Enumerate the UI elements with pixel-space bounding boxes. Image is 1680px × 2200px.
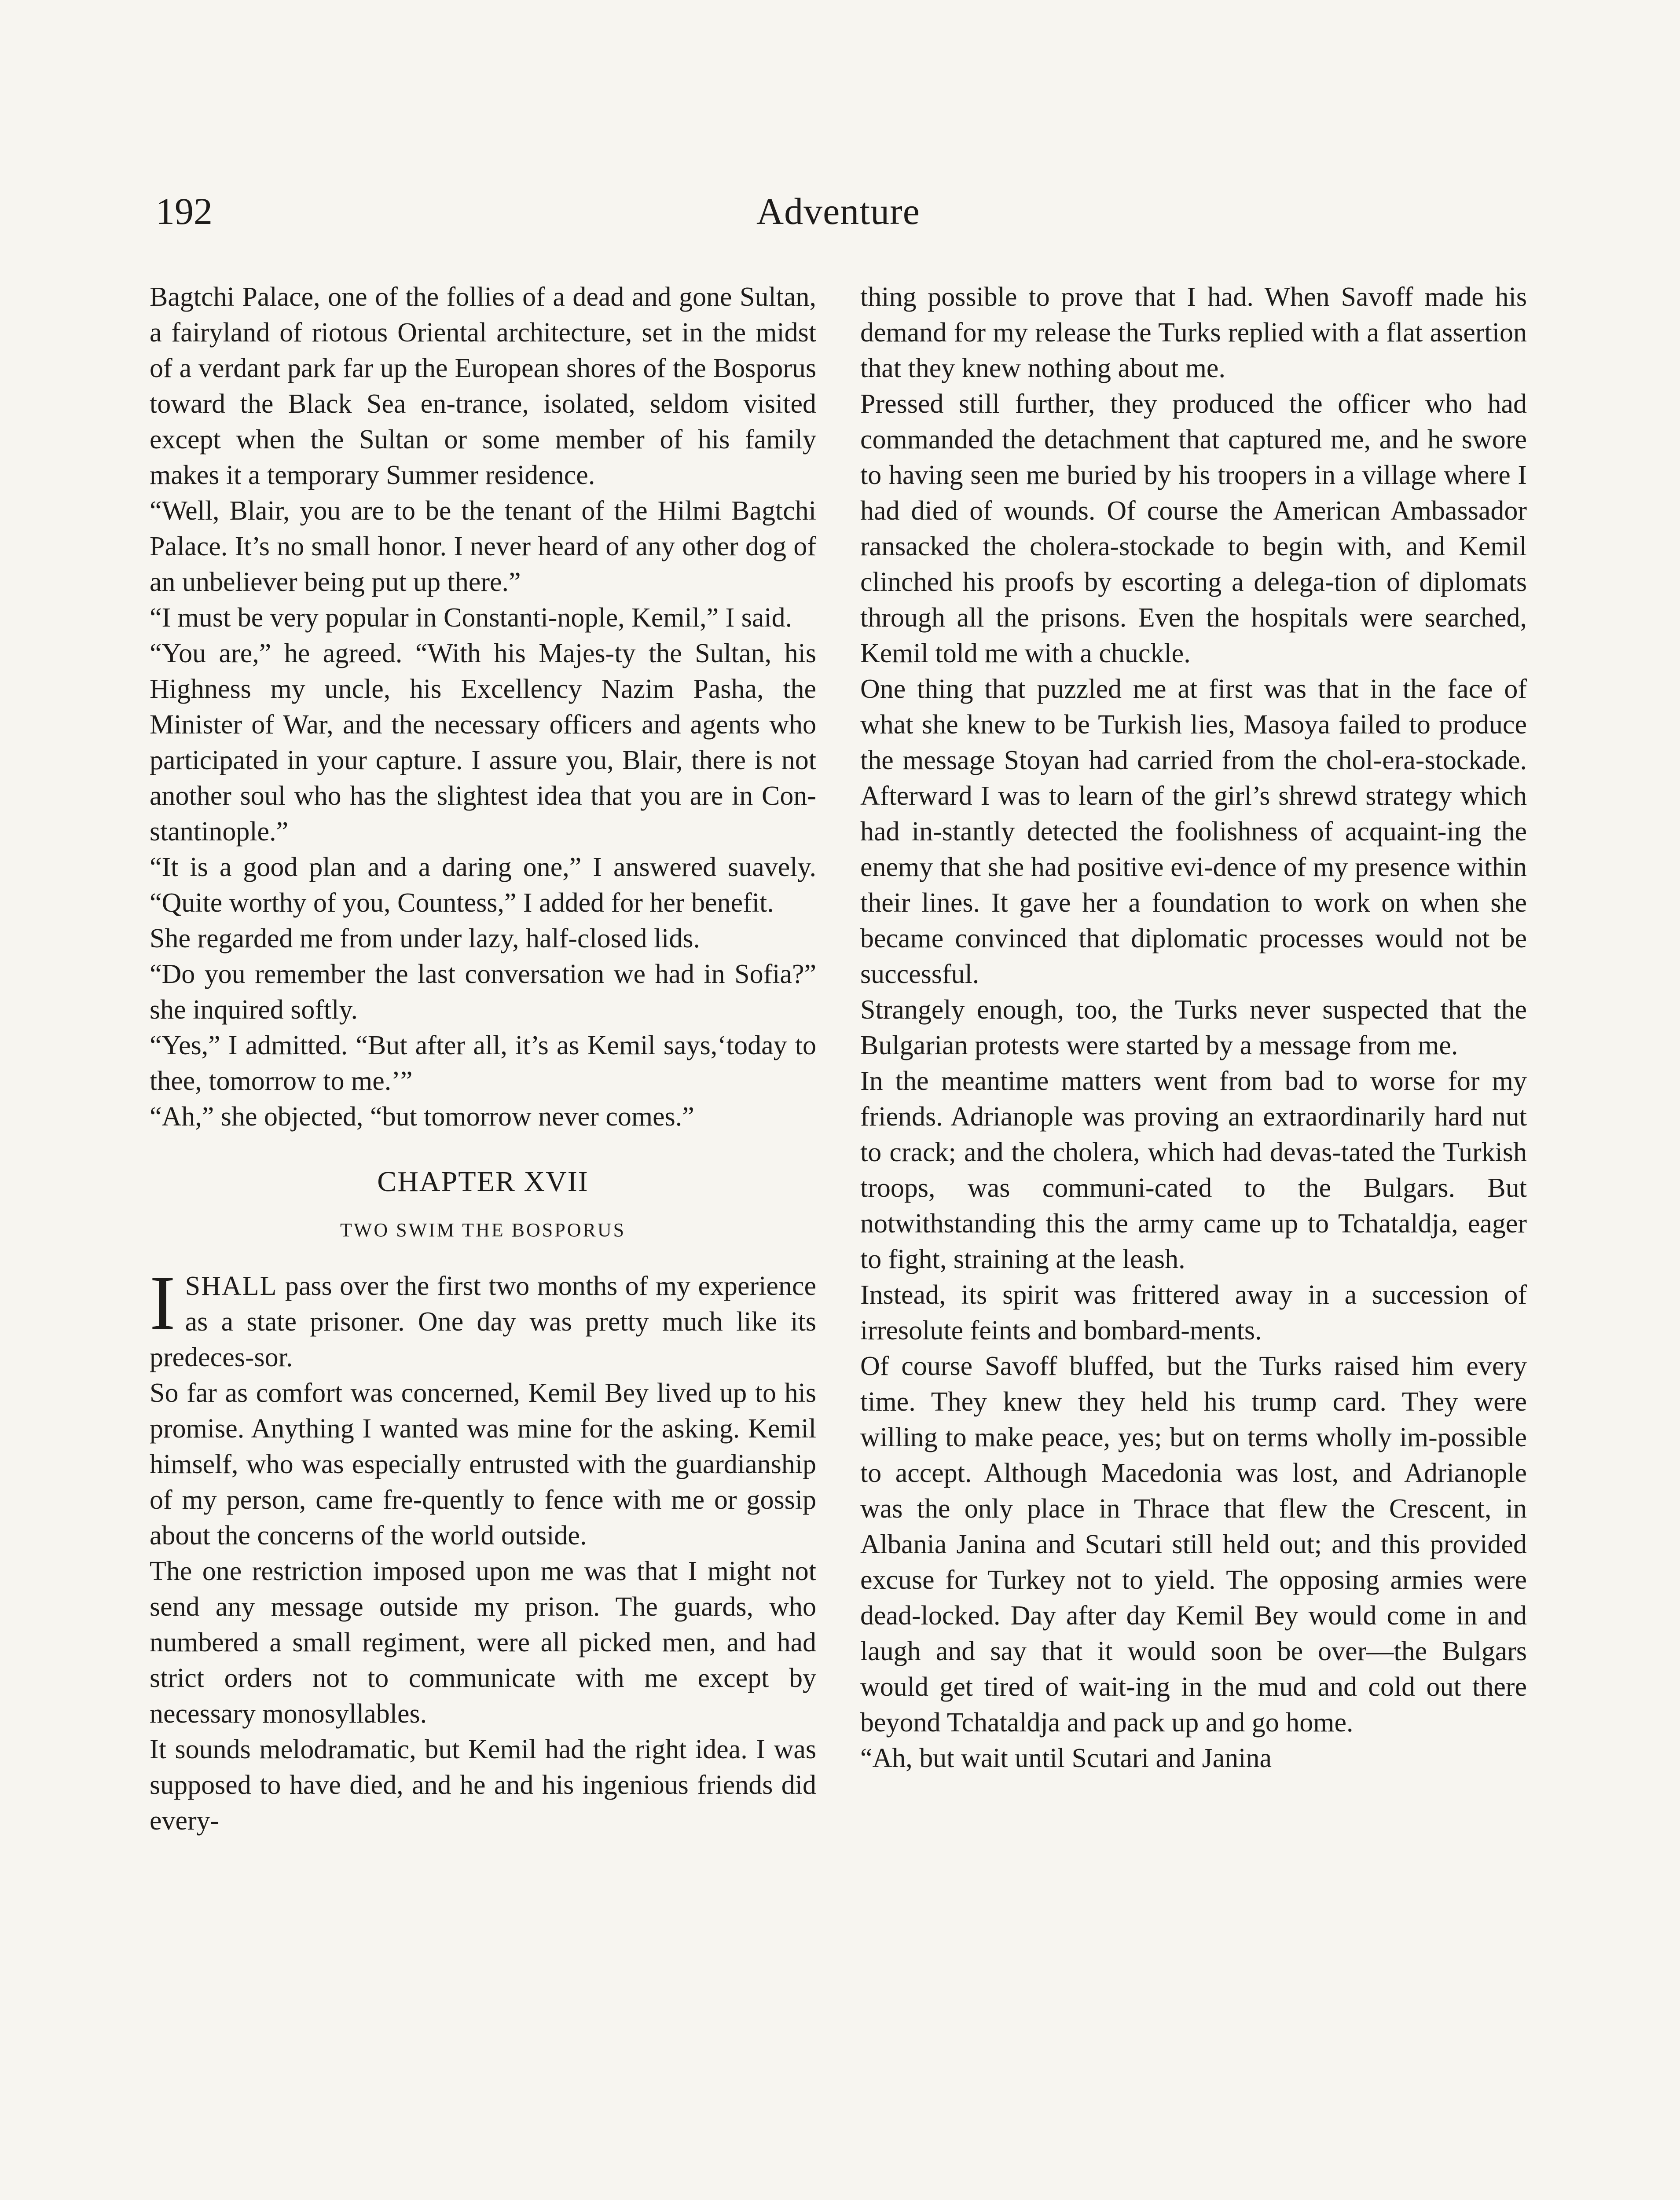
lead-word: SHALL: [185, 1271, 278, 1301]
paragraph: It sounds melodramatic, but Kemil had the right idea. I was supposed to have died, and he and his ingenious friends did every-: [150, 1734, 816, 1836]
paragraph: “Ah,” she objected, “but tomorrow never comes.”: [150, 1102, 694, 1132]
paragraph: In the meantime matters went from bad to worse for my friends. Adrianople was proving an extraordinarily hard nut to crack; and the cholera, which had devas-tated the Turkish troops, was communi-cated to the Bulgars. But notwithstanding this the army came up to Tchataldja, eager to fight, straining at the leash.: [860, 1066, 1527, 1274]
paragraph: Pressed still further, they produced the officer who had commanded the detachment that captured me, and he swore to having seen me buried by his troopers in a village where I had died of wounds. Of course the American Ambassador ransacked the cholera-stockade to begin with, and Kemil clinched his proofs by escorting a delega-tion of diplomats through all the prisons. Even the hospitals were searched, Kemil told me with a chuckle.: [860, 389, 1527, 668]
paragraph: thing possible to prove that I had. When Savoff made his demand for my release the Turks replied with a flat assertion that they knew nothing about me.: [860, 282, 1527, 383]
text-columns: [150, 279, 1527, 1839]
paragraph: Strangely enough, too, the Turks never suspected that the Bulgarian protests were started by a message from me.: [860, 995, 1527, 1060]
paragraph: “Do you remember the last conversation we had in Sofia?” she inquired softly.: [150, 959, 816, 1025]
chapter-title: CHAPTER XVII: [377, 1166, 589, 1198]
paragraph: “Well, Blair, you are to be the tenant of the Hilmi Bagtchi Palace. It’s no small honor. I never heard of any other dog of an unbeliever being put up there.”: [150, 496, 816, 597]
magazine-title: Adventure: [756, 190, 920, 232]
paragraph: The one restriction imposed upon me was that I might not send any message outside my prison. The guards, who numbered a small regiment, were all picked men, and had strict orders not to communicate with me except by necessary monosyllables.: [150, 1556, 816, 1729]
magazine-page: [150, 185, 1527, 2200]
opening-text: pass over the first two months of my experience as a state prisoner. One day was pretty much like its predeces-sor.: [150, 1271, 816, 1372]
paragraph: “I must be very popular in Constanti-nople, Kemil,” I said.: [150, 603, 792, 633]
opening-paragraph: [150, 1260, 816, 1375]
page-number: 192: [156, 190, 213, 232]
left-column: [150, 279, 816, 1839]
paragraph: So far as comfort was concerned, Kemil Bey lived up to his promise. Anything I wanted was mine for the asking. Kemil himself, who was especially entrusted with the guardianship of my person, came fre-quently to fence with me or gossip about the concerns of the world outside.: [150, 1378, 816, 1551]
chapter-subtitle: TWO SWIM THE BOSPORUS: [340, 1219, 626, 1241]
paragraph: Bagtchi Palace, one of the follies of a dead and gone Sultan, a fairyland of riotous Oriental architecture, set in the midst of a verdant park far up the European shores of the Bosporus toward the Black Sea en-trance, isolated, seldom visited except when the Sultan or some member of his family makes it a temporary Summer residence.: [150, 282, 816, 490]
paragraph: “You are,” he agreed. “With his Majes-ty the Sultan, his Highness my uncle, his Excellency Nazim Pasha, the Minister of War, and the necessary officers and agents who participated in your capture. I assure you, Blair, there is not another soul who has the slightest idea that you are in Con-stantinople.”: [150, 638, 816, 847]
paragraph: “Ah, but wait until Scutari and Janina: [860, 1743, 1272, 1773]
paragraph: Instead, its spirit was frittered away in a succession of irresolute feints and bombard-ments.: [860, 1280, 1527, 1346]
paragraph: She regarded me from under lazy, half-closed lids.: [150, 924, 701, 953]
paragraph: “It is a good plan and a daring one,” I answered suavely. “Quite worthy of you, Countess,” I added for her benefit.: [150, 852, 816, 918]
right-column: [860, 279, 1527, 1839]
running-head: [150, 185, 1527, 251]
paragraph: One thing that puzzled me at first was that in the face of what she knew to be Turkish lies, Masoya failed to produce the message Stoyan had carried from the chol-era-stockade. Afterward I was to learn of the girl’s shrewd strategy which had in-stantly detected the foolishness of acquaint-ing the enemy that she had positive evi-dence of my presence within their lines. It gave her a foundation to work on when she became convinced that diplomatic processes would not be successful.: [860, 674, 1527, 989]
paragraph: “Yes,” I admitted. “But after all, it’s as Kemil says,‘today to thee, tomorrow to me.’”: [150, 1030, 816, 1096]
paragraph: Of course Savoff bluffed, but the Turks raised him every time. They knew they held his trump card. They were willing to make peace, yes; but on terms wholly im-possible to accept. Although Macedonia was lost, and Adrianople was the only place in Thrace that flew the Crescent, in Albania Janina and Scutari still held out; and this provided excuse for Turkey not to yield. The opposing armies were dead-locked. Day after day Kemil Bey would come in and laugh and say that it would soon be over—the Bulgars would get tired of wait-ing in the mud and cold out there beyond Tchataldja and pack up and go home.: [860, 1351, 1527, 1738]
drop-cap: I: [150, 1260, 176, 1346]
